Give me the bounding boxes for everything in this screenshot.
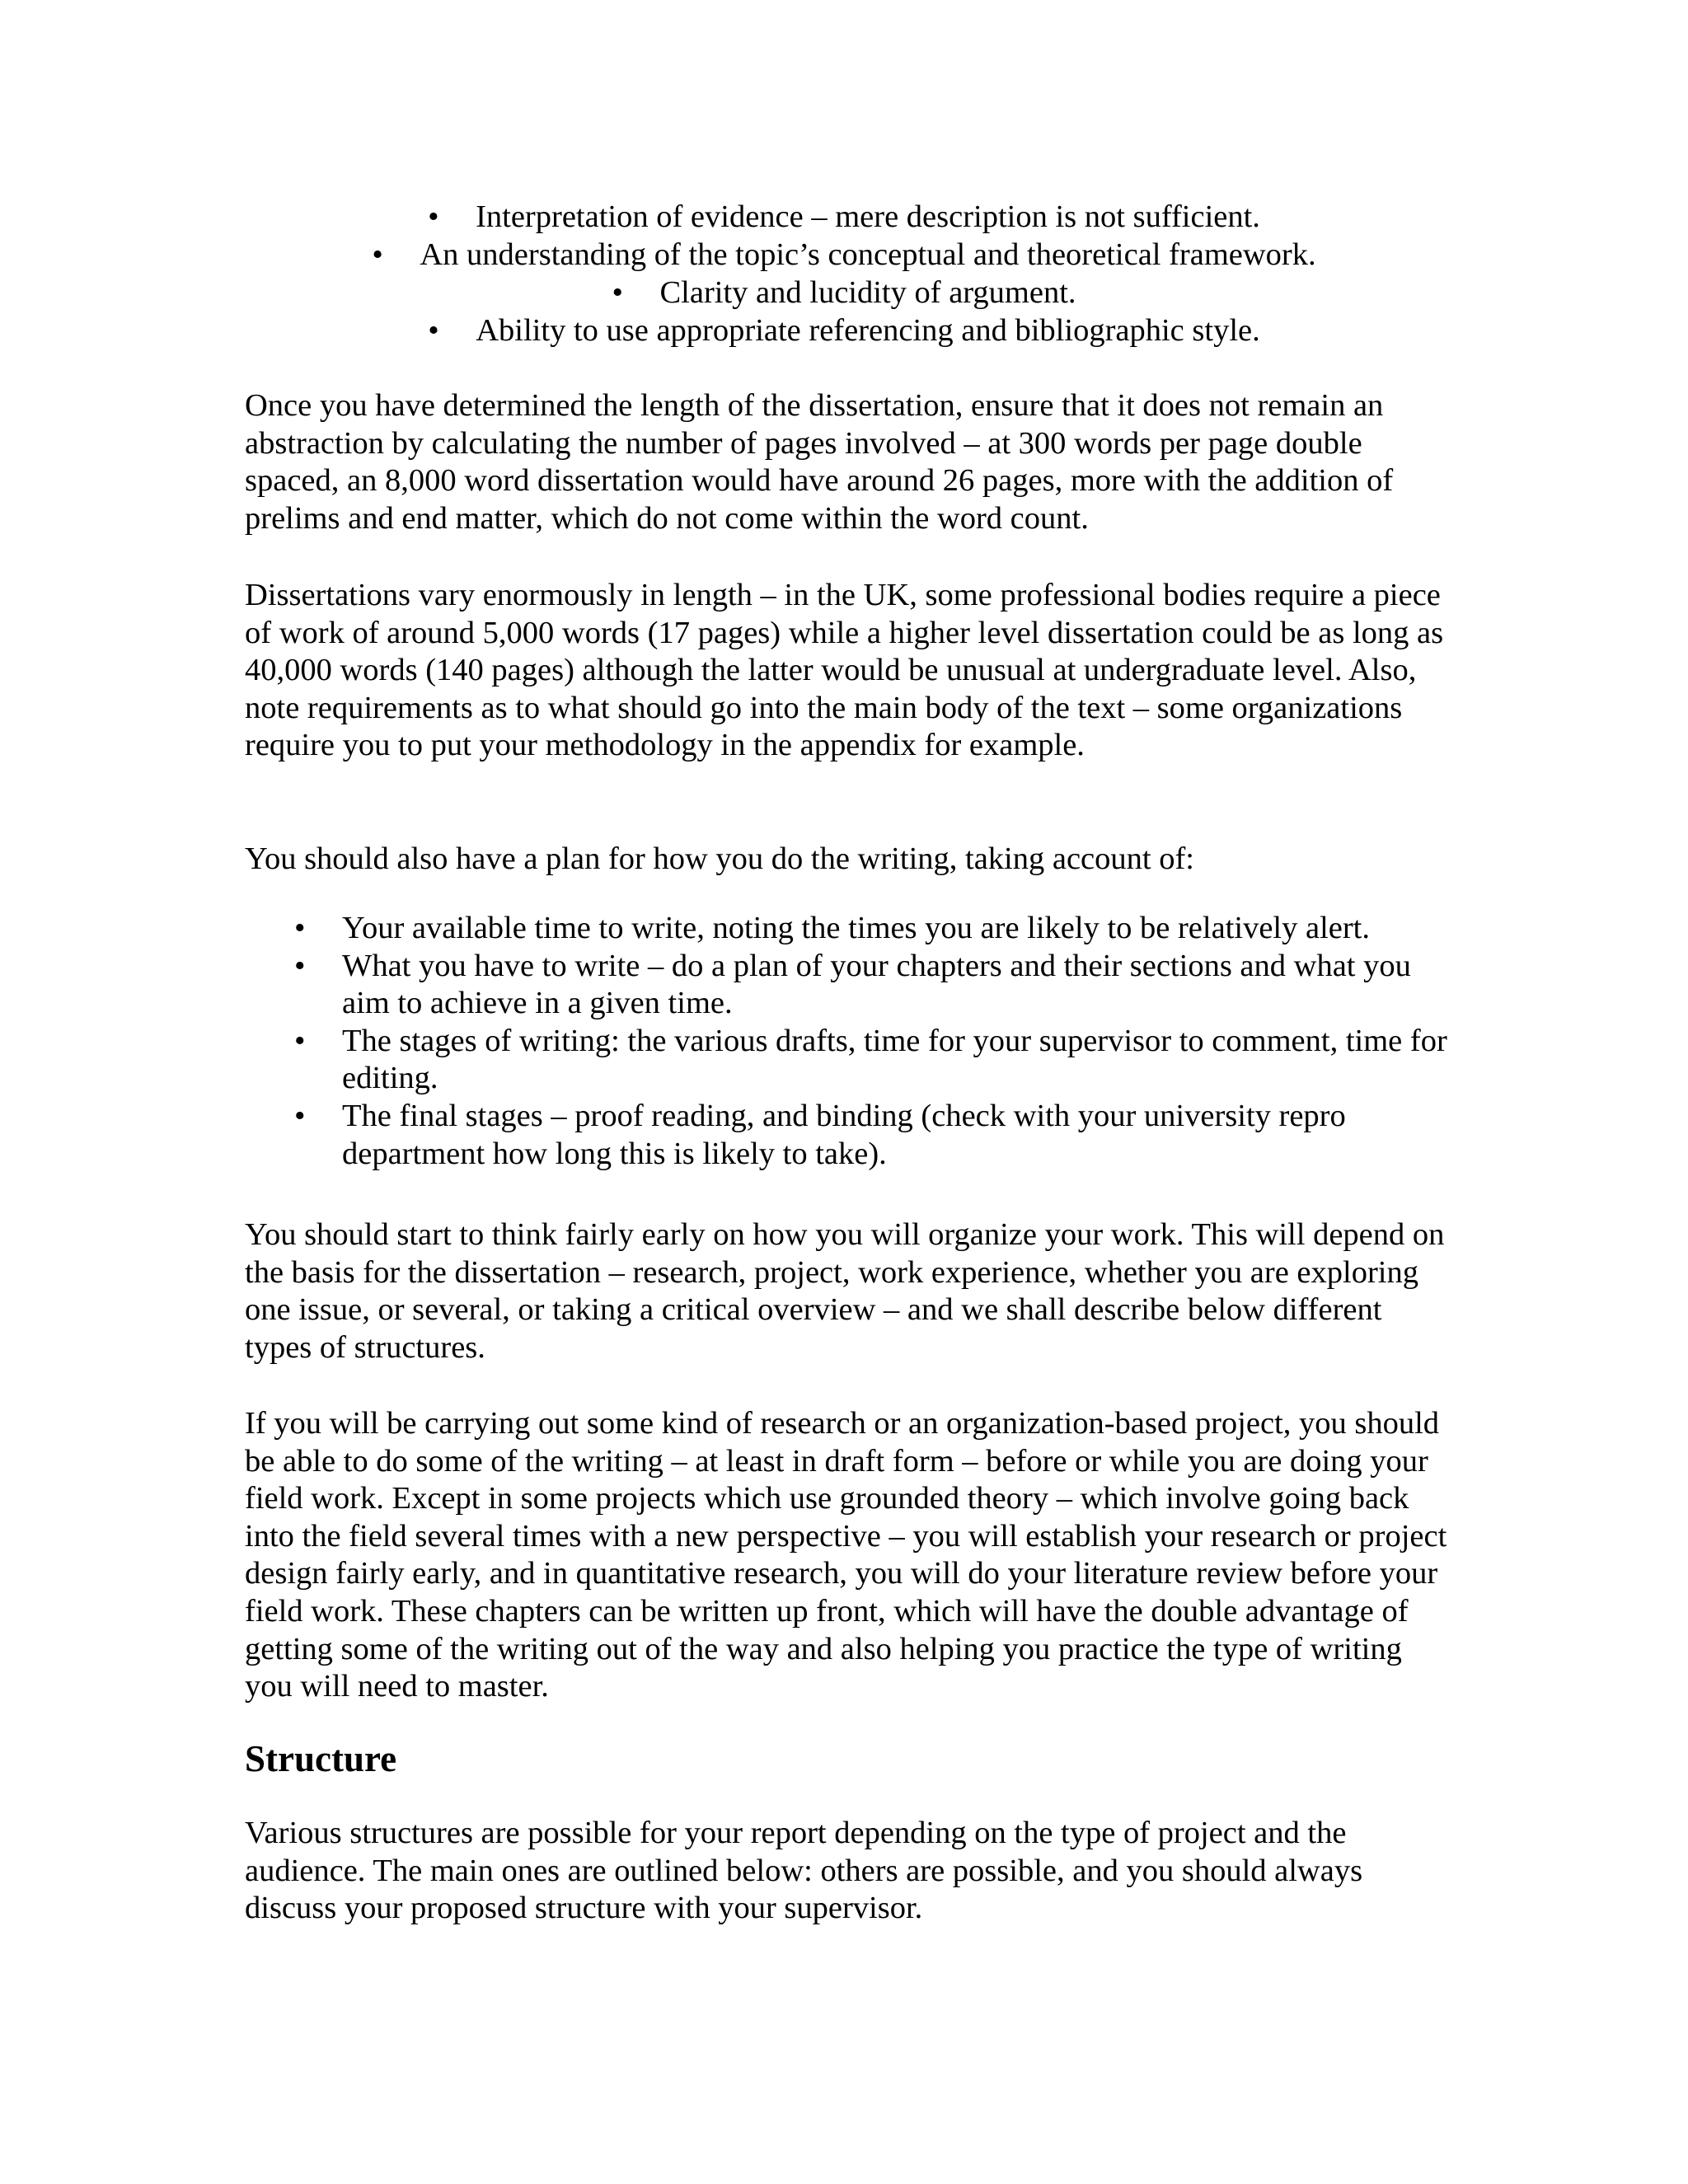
criteria-list (0, 198, 1688, 349)
bullet-icon: • (428, 313, 439, 348)
paragraph-length: Once you have determined the length of the dissertation, ensure that it does not remain an abstraction by calculating the number of pages involved – at 300 words per page double spaced, an 8,000 word dissertation would have around 26 pages, more with the addition of prelims and end matter, which do not come within the word count. (245, 388, 1394, 536)
list-item-text: Ability to use appropriate referencing and bibliographic style. (476, 313, 1260, 348)
paragraph-variation: Dissertations vary enormously in length – in the UK, some professional bodies require a piece of work of around 5,000 words (17 pages) while a higher level dissertation could be as long as 40,000 words (140 pages) although the latter would be unusual at undergraduate level. Also, note requirements as to what should go into the main body of the text – some organizations require you to put your methodology in the appendix for example. (245, 578, 1444, 763)
paragraph-structure: Various structures are possible for your report depending on the type of project and the audience. The main ones are outlined below: others are possible, and you should always discuss your proposed structure with your supervisor. (245, 1816, 1363, 1926)
list-item (0, 312, 1688, 349)
paragraph-organize: You should start to think fairly early on how you will organize your work. This will depend on the basis for the dissertation – research, project, work experience, whether you are exploring one issue, or several, or taking a critical overview – and we shall describe below different types of structures. (245, 1217, 1445, 1365)
bullet-icon: • (294, 1098, 306, 1133)
list-item-text: Clarity and lucidity of argument. (659, 275, 1076, 310)
list-item (245, 910, 1456, 948)
list-item-text: Your available time to write, noting the times you are likely to be relatively alert. (342, 911, 1371, 945)
list-item-text: Interpretation of evidence – mere description is not sufficient. (476, 199, 1260, 234)
list-item (0, 198, 1688, 236)
list-item-text: An understanding of the topic’s conceptual and theoretical framework. (420, 237, 1316, 272)
bullet-icon: • (294, 948, 306, 983)
bullet-icon: • (294, 911, 306, 945)
list-item-text: The final stages – proof reading, and binding (check with your university repro department how long this is likely to take). (342, 1098, 1346, 1171)
plan-list (245, 910, 1456, 1173)
list-item-text: What you have to write – do a plan of your chapters and their sections and what you aim to achieve in a given time. (342, 948, 1411, 1021)
paragraph-plan-intro: You should also have a plan for how you do the writing, taking account of: (245, 841, 1194, 876)
list-item (245, 948, 1456, 1023)
bullet-icon: • (612, 275, 623, 310)
list-item (0, 274, 1688, 312)
paragraph-research: If you will be carrying out some kind of research or an organization-based project, you should be able to do some of the writing – at least in draft form – before or while you are doing your field work. Except in some projects which use grounded theory – which involve going back into the field several times with a new perspective – you will establish your research or project design fairly early, and in quantitative research, you will do your literature review before your field work. These chapters can be written up front, which will have the double advantage of getting some of the writing out of the way and also helping you practice the type of writing you will need to master. (245, 1406, 1447, 1704)
section-heading: Structure (245, 1738, 397, 1779)
list-item (0, 236, 1688, 274)
bullet-icon: • (372, 237, 383, 272)
list-item-text: The stages of writing: the various drafts, time for your supervisor to comment, time for editing. (342, 1023, 1447, 1096)
bullet-icon: • (428, 199, 439, 234)
list-item (245, 1098, 1456, 1173)
list-item (245, 1023, 1456, 1098)
bullet-icon: • (294, 1023, 306, 1058)
